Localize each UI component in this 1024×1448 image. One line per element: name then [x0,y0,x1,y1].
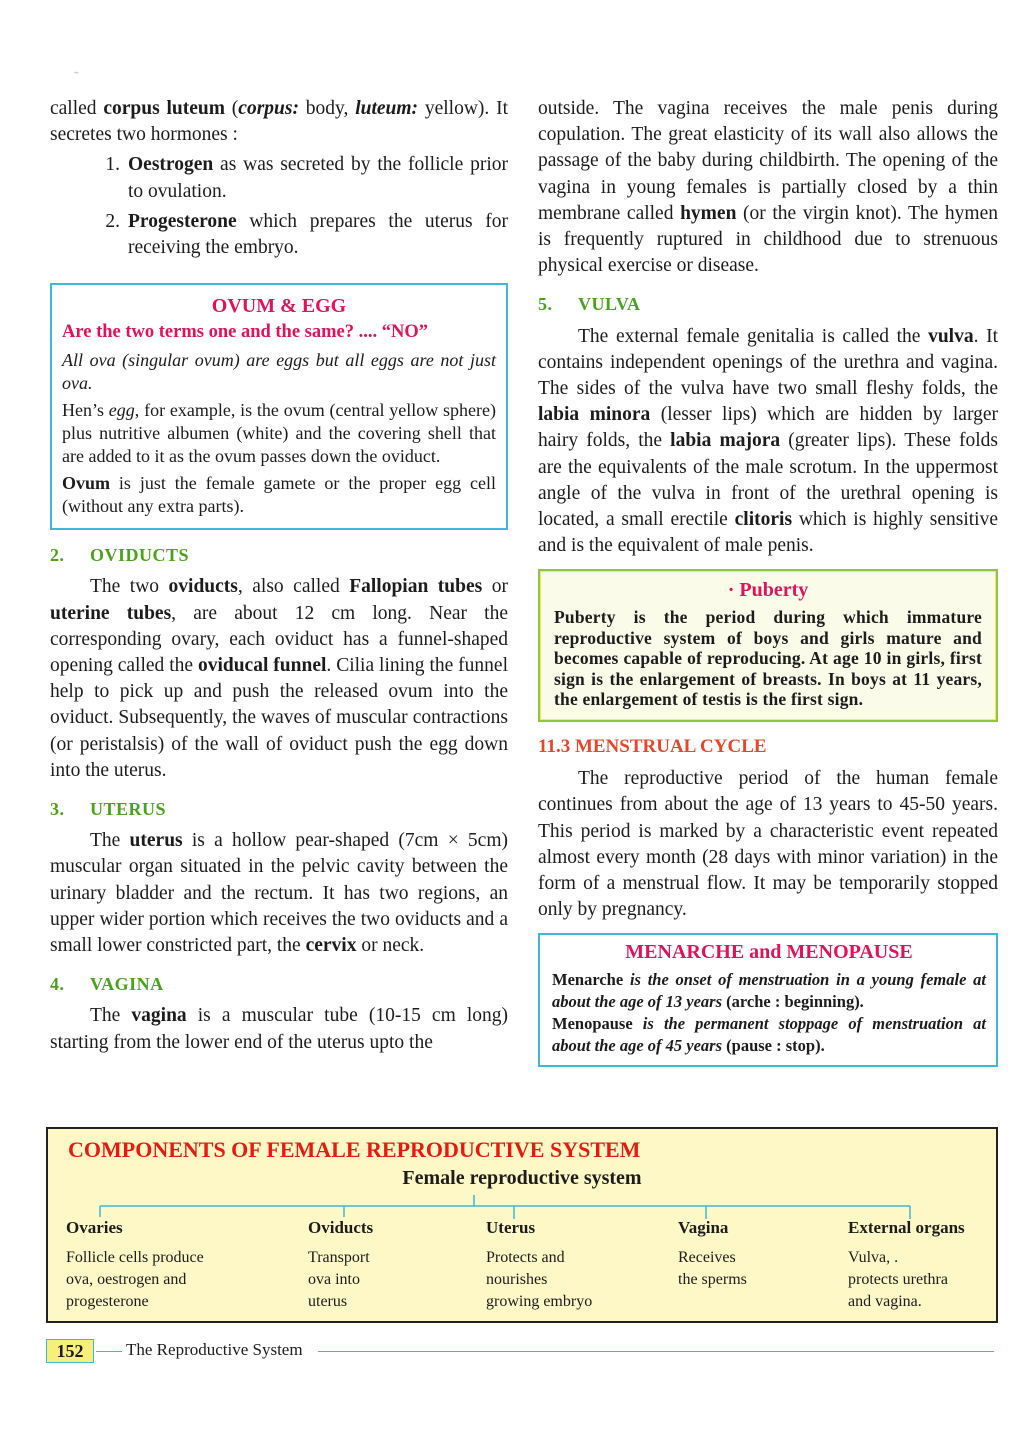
section-heading-oviducts: 2. OVIDUCTS [50,545,190,566]
oviducts-paragraph: The two oviducts, also called Fallopian tubes or uterine tubes, are about 12 cm long. Near the corresponding ovary, each oviduct has a funnel-shaped opening called the oviducal funnel. Cilia lining the funnel help to pick up and push the released ovum into the oviduct. Subsequently, the waves of muscular contractions (or peristalsis) of the wall of oviduct push the egg down into the uterus. [50,576,508,781]
chapter-title: The Reproductive System [126,1340,303,1359]
page-footer [46,1339,994,1365]
vagina-continued-paragraph: outside. The vagina receives the male penis during copulation. The great elasticity of its wall also allows the passage of the baby during childbirth. The opening of the vagina in young females is partially closed by a thin membrane called hymen (or the virgin knot). The hymen is frequently ruptured in childhood due to strenuous physical exercise or disease. [538,98,998,277]
left-column [50,96,508,1056]
box-title: MENARCHE and MENOPAUSE [625,941,913,964]
box-title: · Puberty [727,579,809,602]
component-uterus: Uterus Protects and nourishes growing embryo [486,1218,593,1310]
list-item: 1. Oestrogen as was secreted by the follicle prior to ovulation. [105,154,508,202]
section-heading-menstrual-cycle: 11.3 MENSTRUAL CYCLE [538,735,767,757]
corpus-luteum-paragraph: called corpus luteum (corpus: body, luteum: yellow). It secretes two hormones : [50,98,508,146]
components-box [46,1127,998,1323]
component-vagina: Vagina Receives the sperms [678,1218,747,1288]
menarche-menopause-box: MENARCHE and MENOPAUSE Menarche is the onset of menstruation in a young female at about the age of 13 years (arche : beginning). Menopause is the permanent stoppage of menstruation at about the age of 45 years (pause : stop). [538,933,998,1067]
vagina-paragraph: The vagina is a muscular tube (10-15 cm long) starting from the lower end of the uterus upto the [50,1005,508,1053]
box-question: Are the two terms one and the same? .... “NO” [62,322,429,343]
puberty-box: · Puberty Puberty is the period during which immature reproductive system of boys and girls mature and becomes capable of reproducing. At age 10 in girls, first sign is the enlargement of breasts. In boys at 11 years, the enlargement of testis is the first sign. [538,569,998,722]
footer-rule [96,1351,122,1352]
component-oviducts: Oviducts Transport ova into uterus [308,1218,374,1310]
list-item: 2. Progesterone which prepares the uterus for receiving the embryo. [105,210,508,259]
right-column [538,96,998,1067]
uterus-paragraph: The uterus is a hollow pear-shaped (7cm × 5cm) muscular organ situated in the pelvic cavity between the urinary bladder and the rectum. It has two regions, an upper wider portion which receives the two oviducts and a small lower constricted part, the cervix or neck. [50,830,508,957]
vulva-paragraph: The external female genitalia is called the vulva. It contains independent openings of the urethra and vagina. The sides of the vulva have two small fleshy folds, the labia minora (lesser lips) which are hidden by larger hairy folds, the labia majora (greater lips). These folds are the equivalents of the male scrotum. In the uppermost angle of the vulva in front of the urethral opening is located, a small erectile clitoris which is highly sensitive and is the equivalent of male penis. [538,325,998,557]
section-heading-vagina: 4. VAGINA [50,974,164,995]
menstrual-paragraph: The reproductive period of the human female continues from about the age of 13 years to 45-50 years. This period is marked by a characteristic event repeated almost every month (28 days with minor variation) in the form of a menstrual flow. It may be temporarily stopped only by pregnancy. [538,768,998,921]
section-heading-uterus: 3. UTERUS [50,799,167,820]
components-title: COMPONENTS OF FEMALE REPRODUCTIVE SYSTEM [68,1137,641,1162]
components-root: Female reproductive system [402,1167,642,1189]
ovum-egg-box: OVUM & EGG Are the two terms one and the same? .... “NO” All ova (singular ovum) are eggs but all eggs are not just ova. Hen’s egg, for example, is the ovum (central yellow sphere) plus nutritive albumen (white) and the covering shell that are added to it as the ovum passes down the oviduct. Ovum is just the female gamete or the proper egg cell (without any extra parts). [50,283,508,530]
component-external-organs: External organs Vulva, . protects urethra and vagina. [848,1218,965,1310]
footer-rule [318,1351,994,1352]
scan-mark: ˜ [74,70,79,85]
box-title: OVUM & EGG [211,295,347,318]
section-heading-vulva: 5. VULVA [538,294,641,315]
page-number: 152 [46,1339,94,1363]
hormone-list [50,152,508,261]
component-ovaries: Ovaries Follicle cells produce ova, oestrogen and progesterone [66,1218,204,1310]
